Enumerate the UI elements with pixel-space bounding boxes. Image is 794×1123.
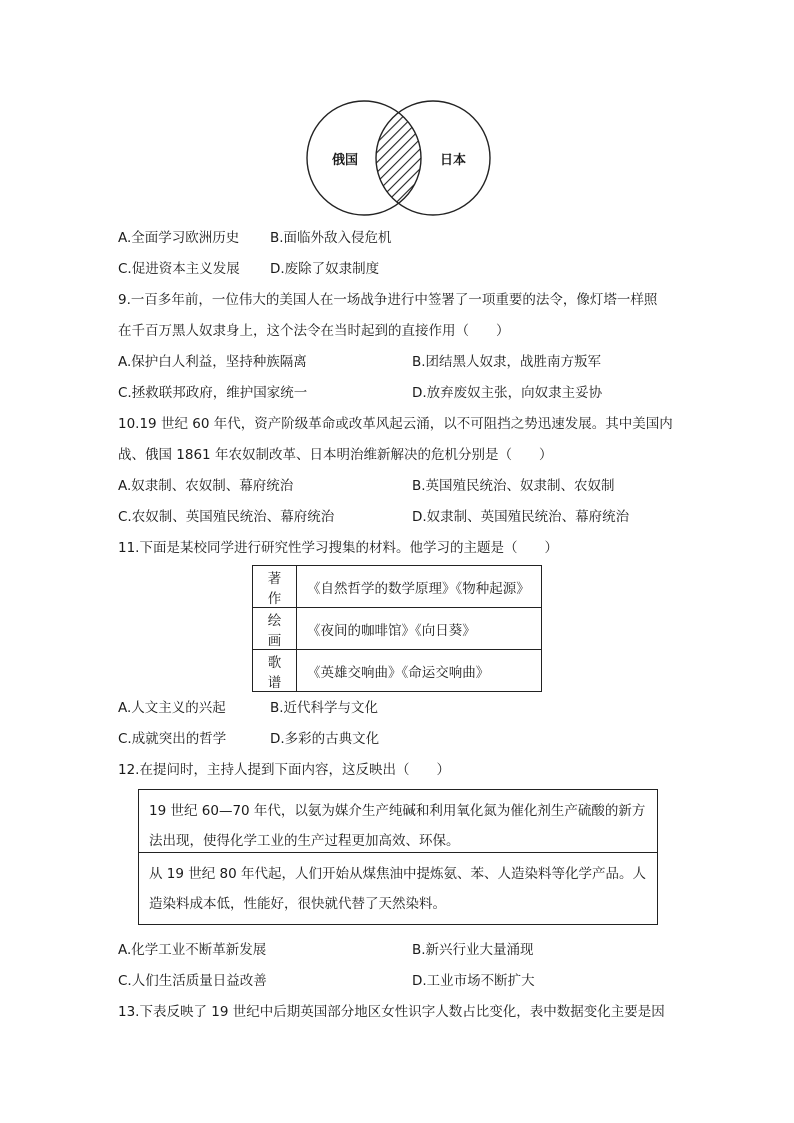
q8-option-b: B.面临外敌入侵危机 (270, 230, 392, 246)
table-category-cell: 绘画 (253, 608, 297, 650)
q10-stem-line2: 战、俄国 1861 年农奴制改革、日本明治维新解决的危机分别是（ ） (118, 447, 553, 463)
venn-left-label: 俄国 (332, 153, 359, 168)
q8-option-d: D.废除了奴隶制度 (270, 261, 380, 277)
q9-option-b: B.团结黑人奴隶，战胜南方叛军 (412, 354, 602, 370)
q9-option-a: A.保护白人利益，坚持种族隔离 (118, 354, 307, 370)
q12-stem: 12.在提问时，主持人提到下面内容，这反映出（ ） (118, 762, 450, 778)
q10-stem-line1: 10.19 世纪 60 年代，资产阶级革命或改革风起云涌，以不可阻挡之势迅速发展。其中美国内 (118, 416, 673, 432)
table-row (253, 566, 542, 608)
q10-option-b: B.英国殖民统治、奴隶制、农奴制 (412, 478, 615, 494)
venn-diagram (300, 100, 500, 220)
table-value-cell: 《自然哲学的数学原理》《物种起源》 (297, 566, 542, 608)
q12-option-b: B.新兴行业大量涌现 (412, 942, 534, 958)
table-value-cell: 《英雄交响曲》《命运交响曲》 (297, 650, 542, 692)
venn-right-label: 日本 (440, 153, 467, 168)
q10-option-a: A.奴隶制、农奴制、幕府统治 (118, 478, 294, 494)
q12-material-1: 19 世纪 60—70 年代，以氨为媒介生产纯碱和利用氧化氮为催化剂生产硫酸的新方法出现，使得化学工业的生产过程更加高效、环保。 (139, 790, 657, 853)
q11-option-c: C.成就突出的哲学 (118, 731, 227, 747)
q11-material-table (252, 565, 542, 692)
q11-stem: 11.下面是某校同学进行研究性学习搜集的材料。他学习的主题是（ ） (118, 540, 558, 556)
q10-option-c: C.农奴制、英国殖民统治、幕府统治 (118, 509, 335, 525)
q8-option-c: C.促进资本主义发展 (118, 261, 240, 277)
q11-option-d: D.多彩的古典文化 (270, 731, 380, 747)
table-value-cell: 《夜间的咖啡馆》《向日葵》 (297, 608, 542, 650)
q9-option-c: C.拯救联邦政府，维护国家统一 (118, 385, 308, 401)
table-category-cell: 歌谱 (253, 650, 297, 692)
table-row (253, 650, 542, 692)
q12-material-box (138, 789, 658, 925)
q13-stem: 13.下表反映了 19 世纪中后期英国部分地区女性识字人数占比变化，表中数据变化主要是因 (118, 1004, 665, 1020)
q10-option-d: D.奴隶制、英国殖民统治、幕府统治 (412, 509, 630, 525)
q12-option-a: A.化学工业不断革新发展 (118, 942, 267, 958)
q12-option-d: D.工业市场不断扩大 (412, 973, 535, 989)
table-category-cell: 著作 (253, 566, 297, 608)
q9-option-d: D.放弃废奴主张，向奴隶主妥协 (412, 385, 603, 401)
q9-stem-line2: 在千百万黑人奴隶身上，这个法令在当时起到的直接作用（ ） (118, 323, 510, 339)
q11-option-a: A.人文主义的兴起 (118, 700, 226, 716)
q12-material-2: 从 19 世纪 80 年代起，人们开始从煤焦油中提炼氨、苯、人造染料等化学产品。人造染料成本低，性能好，很快就代替了天然染料。 (149, 866, 647, 912)
q8-option-a: A.全面学习欧洲历史 (118, 230, 240, 246)
table-row (253, 608, 542, 650)
q9-stem-line1: 9.一百多年前，一位伟大的美国人在一场战争进行中签署了一项重要的法令，像灯塔一样照 (118, 292, 658, 308)
q11-option-b: B.近代科学与文化 (270, 700, 379, 716)
q12-option-c: C.人们生活质量日益改善 (118, 973, 267, 989)
